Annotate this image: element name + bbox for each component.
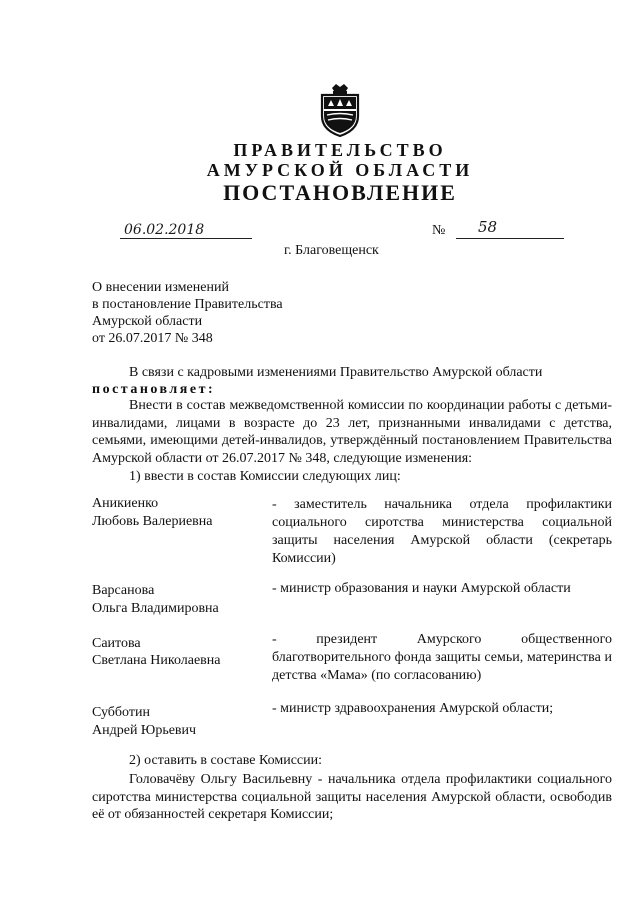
header-government: ПРАВИТЕЛЬСТВО	[233, 140, 447, 160]
item-2-text: Головачёву Ольгу Васильевну - начальника отдела профилактики социального сиротства министерства социальной защиты населения Амурской области, освободив её от обязанностей секретаря Комиссии;	[92, 772, 612, 823]
main-clause-text: Внести в состав межведомственной комиссии по координации работы с детьми-инвалидами, лицами в возрасте до 23 лет, признанными инвалидами с детства, семьями, имеющими детей-инвалидов, утверждённый постановлением Правительства Амурской области от 26.07.2017 № 348, следующие изменения:	[92, 398, 612, 466]
preamble-verb: постановляет:	[92, 382, 216, 397]
member-surname: Субботин	[92, 705, 150, 720]
member-given-name: Светлана Николаевна	[92, 653, 221, 668]
title-line-1: О внесении изменений	[92, 280, 229, 295]
main-clause	[92, 397, 612, 467]
member-role: - министр образования и науки Амурской области	[272, 581, 571, 596]
title-line-3: Амурской области	[92, 314, 203, 329]
title-line-2: в постановление Правительства	[92, 297, 283, 312]
item-1: 1) ввести в состав Комиссии следующих лиц:	[129, 469, 401, 484]
member-surname: Саитова	[92, 636, 141, 651]
member-surname: Варсанова	[92, 583, 155, 598]
date-underline	[120, 238, 252, 239]
item-2: 2) оставить в составе Комиссии:	[129, 753, 322, 768]
member-surname: Аникиенко	[92, 496, 159, 511]
header-region: АМУРСКОЙ ОБЛАСТИ	[206, 160, 474, 180]
member-given-name: Ольга Владимировна	[92, 601, 219, 616]
title-line-4: от 26.07.2017 № 348	[92, 331, 213, 346]
item-2-paragraph	[92, 771, 612, 824]
document-type-title: ПОСТАНОВЛЕНИЕ	[223, 180, 457, 205]
coat-of-arms-emblem	[318, 82, 362, 138]
number-underline	[456, 238, 564, 239]
city: г. Благовещенск	[284, 243, 379, 258]
preamble-text: В связи с кадровыми изменениями Правительство Амурской области	[129, 365, 543, 380]
number-label: №	[432, 223, 446, 238]
member-role: - заместитель начальника отдела профилактики социального сиротства министерства социальной защиты населения Амурской области (секретарь Комиссии)	[272, 497, 612, 566]
handwritten-date: 06.02.2018	[124, 222, 205, 238]
member-role: - президент Амурского общественного благотворительного фонда защиты семьи, материнства и детства «Мама» (по согласованию)	[272, 632, 612, 683]
handwritten-number: 58	[478, 218, 498, 236]
member-role: - министр здравоохранения Амурской области;	[272, 701, 554, 716]
member-given-name: Любовь Валериевна	[92, 514, 213, 529]
member-given-name: Андрей Юрьевич	[92, 723, 197, 738]
